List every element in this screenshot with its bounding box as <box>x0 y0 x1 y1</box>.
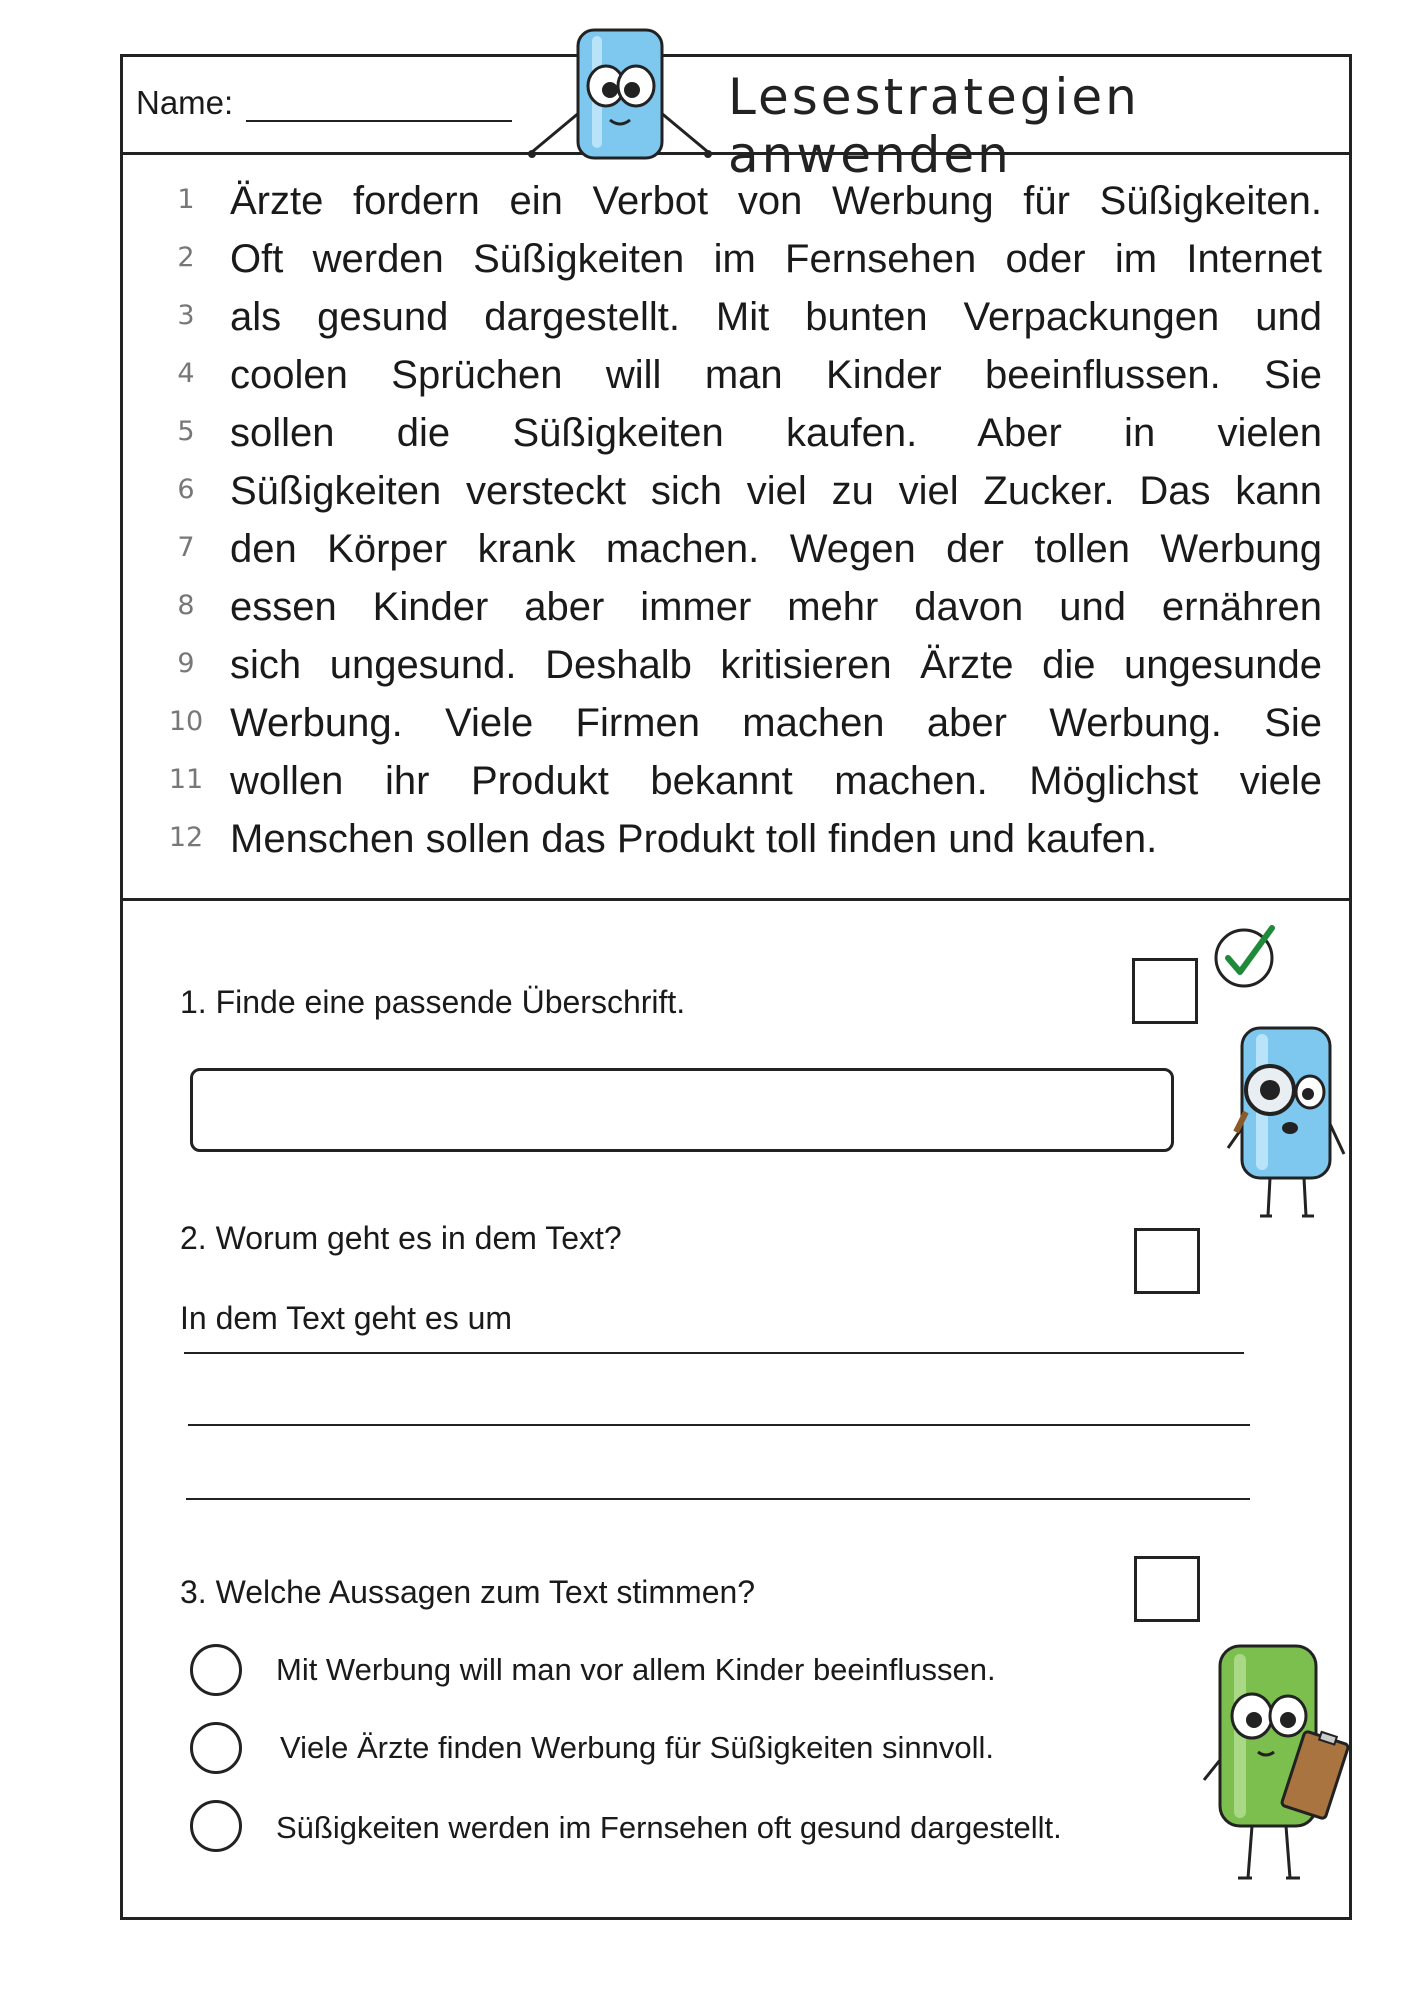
text-line <box>162 582 1322 640</box>
blue-magnifier-mascot-icon <box>1224 1024 1356 1224</box>
option-1-label: Mit Werbung will man vor allem Kinder beeinflussen. <box>276 1652 996 1687</box>
text-line <box>162 756 1322 814</box>
text-line <box>162 408 1322 466</box>
name-input-line[interactable] <box>246 120 512 122</box>
blue-pencil-mascot-icon <box>522 20 718 166</box>
checkmark-circle-icon <box>1212 918 1284 990</box>
line-number: 11 <box>168 764 204 795</box>
name-label: Name: <box>136 84 234 121</box>
text-line <box>162 698 1322 756</box>
text-line <box>162 524 1322 582</box>
line-text: Werbung. Viele Firmen machen aber Werbung. Sie <box>230 701 1322 745</box>
reading-text <box>162 176 1322 872</box>
section-divider <box>120 898 1352 901</box>
line-number: 4 <box>177 358 195 389</box>
line-number: 6 <box>177 474 195 505</box>
line-number: 7 <box>177 532 195 563</box>
line-text: sich ungesund. Deshalb kritisieren Ärzte die ungesunde <box>230 643 1322 687</box>
option-1-radio[interactable] <box>190 1644 242 1696</box>
line-number: 10 <box>168 706 204 737</box>
line-text: coolen Sprüchen will man Kinder beeinflussen. Sie <box>230 353 1322 397</box>
line-text: Menschen sollen das Produkt toll finden und kaufen. <box>230 817 1158 861</box>
option-3-label: Süßigkeiten werden im Fernsehen oft gesund dargestellt. <box>276 1810 1062 1845</box>
line-text: Süßigkeiten versteckt sich viel zu viel Zucker. Das kann <box>230 469 1322 513</box>
question-1-checkbox[interactable] <box>1132 958 1198 1024</box>
text-line <box>162 176 1322 234</box>
answer-starter-text: In dem Text geht es um <box>180 1300 513 1336</box>
line-number: 8 <box>177 590 195 621</box>
answer-writing-line[interactable] <box>184 1352 1244 1354</box>
headline-answer-field[interactable] <box>190 1068 1174 1152</box>
question-3-checkbox[interactable] <box>1134 1556 1200 1622</box>
green-clipboard-mascot-icon <box>1200 1640 1350 1890</box>
line-number: 12 <box>168 822 204 853</box>
question-2-label: 2. Worum geht es in dem Text? <box>180 1220 622 1256</box>
line-text: sollen die Süßigkeiten kaufen. Aber in vielen <box>230 411 1322 455</box>
line-number: 1 <box>177 184 195 215</box>
question-1-label: 1. Finde eine passende Überschrift. <box>180 984 686 1020</box>
line-text: wollen ihr Produkt bekannt machen. Möglichst viele <box>230 759 1322 803</box>
option-3-radio[interactable] <box>190 1800 242 1852</box>
answer-writing-line[interactable] <box>186 1498 1250 1500</box>
line-text: Ärzte fordern ein Verbot von Werbung für Süßigkeiten. <box>230 179 1322 223</box>
text-line <box>162 814 1322 872</box>
question-2-checkbox[interactable] <box>1134 1228 1200 1294</box>
text-line <box>162 640 1322 698</box>
line-text: Oft werden Süßigkeiten im Fernsehen oder im Internet <box>230 237 1322 281</box>
text-line <box>162 234 1322 292</box>
line-number: 5 <box>177 416 195 447</box>
line-text: als gesund dargestellt. Mit bunten Verpackungen und <box>230 295 1322 339</box>
text-line <box>162 292 1322 350</box>
answer-writing-line[interactable] <box>188 1424 1250 1426</box>
line-number: 9 <box>177 648 195 679</box>
line-number: 3 <box>177 300 195 331</box>
option-2-label: Viele Ärzte finden Werbung für Süßigkeiten sinnvoll. <box>280 1730 994 1765</box>
option-2-radio[interactable] <box>190 1722 242 1774</box>
question-3-label: 3. Welche Aussagen zum Text stimmen? <box>180 1574 756 1610</box>
text-line <box>162 350 1322 408</box>
page-title: Lesestrategien anwenden <box>728 68 1140 184</box>
line-number: 2 <box>177 242 195 273</box>
text-line <box>162 466 1322 524</box>
line-text: essen Kinder aber immer mehr davon und ernähren <box>230 585 1322 629</box>
line-text: den Körper krank machen. Wegen der tollen Werbung <box>230 527 1322 571</box>
